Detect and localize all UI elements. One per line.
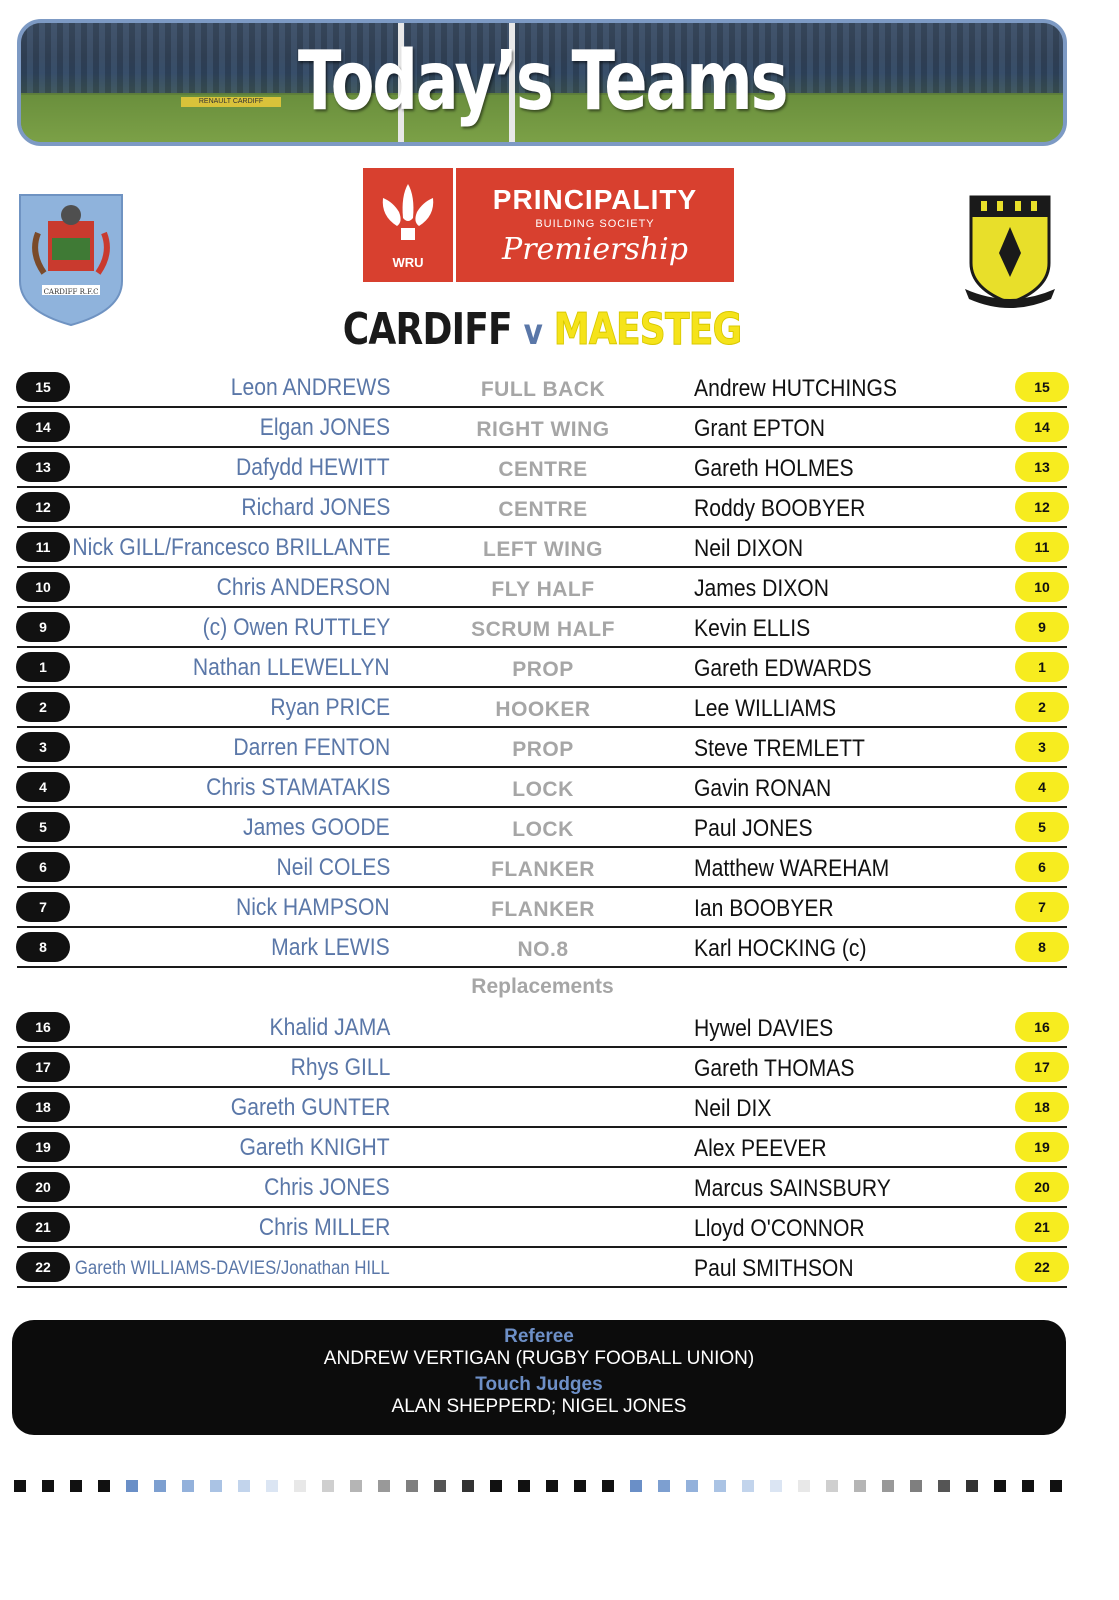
- table-row: [17, 768, 1067, 808]
- away-player: Paul JONES: [694, 815, 813, 842]
- away-player: Ian BOOBYER: [694, 895, 834, 922]
- home-team-name: CARDIFF: [343, 304, 513, 355]
- touch-judges-names: ALAN SHEPPERD; NIGEL JONES: [391, 1396, 687, 1417]
- decorative-square: [462, 1480, 474, 1492]
- position-label: CENTRE: [498, 458, 588, 481]
- home-player: Khalid JAMA: [269, 1014, 390, 1041]
- decorative-square: [350, 1480, 362, 1492]
- table-row: [17, 368, 1067, 408]
- decorative-square: [182, 1480, 194, 1492]
- home-player: (c) Owen RUTTLEY: [202, 614, 390, 641]
- away-number-badge: 1: [1015, 652, 1069, 682]
- away-player: Gareth THOMAS: [694, 1055, 855, 1082]
- home-player: Elgan JONES: [259, 414, 390, 441]
- position-label: HOOKER: [495, 698, 591, 721]
- table-row: [17, 848, 1067, 888]
- table-row: [17, 808, 1067, 848]
- wru-logo: [363, 168, 456, 282]
- decorative-square: [1050, 1480, 1062, 1492]
- table-row: [17, 608, 1067, 648]
- table-row: [17, 1088, 1067, 1128]
- away-number-badge: 3: [1015, 732, 1069, 762]
- decorative-square: [910, 1480, 922, 1492]
- home-number-badge: 5: [16, 812, 70, 842]
- away-player: Andrew HUTCHINGS: [694, 375, 898, 402]
- decorative-square: [406, 1480, 418, 1492]
- table-row: [17, 528, 1067, 568]
- decorative-square: [70, 1480, 82, 1492]
- referee-label: Referee: [504, 1326, 574, 1347]
- away-player: Steve TREMLETT: [694, 735, 865, 762]
- decorative-square: [798, 1480, 810, 1492]
- away-player: Neil DIX: [694, 1095, 772, 1122]
- away-player: Matthew WAREHAM: [694, 855, 890, 882]
- away-number-badge: 6: [1015, 852, 1069, 882]
- away-player: Hywel DAVIES: [694, 1015, 834, 1042]
- decorative-square: [882, 1480, 894, 1492]
- table-row: [17, 408, 1067, 448]
- position-label: NO.8: [517, 938, 569, 961]
- home-player: Neil COLES: [276, 854, 390, 881]
- away-team-name: MAESTEG: [554, 304, 742, 355]
- away-player: Gareth HOLMES: [694, 455, 854, 482]
- home-player: Chris STAMATAKIS: [205, 774, 390, 801]
- home-player: Leon ANDREWS: [230, 374, 390, 401]
- home-number-badge: 11: [16, 532, 70, 562]
- home-player: Ryan PRICE: [270, 694, 390, 721]
- away-player: Neil DIXON: [694, 535, 804, 562]
- home-player: Gareth WILLIAMS-DAVIES/Jonathan HILL: [75, 1258, 390, 1279]
- home-player: Nick GILL/Francesco BRILLANTE: [71, 534, 390, 561]
- decorative-square: [1022, 1480, 1034, 1492]
- home-player: James GOODE: [243, 814, 390, 841]
- position-label: FLY HALF: [491, 578, 595, 601]
- table-row: [17, 728, 1067, 768]
- home-player: Darren FENTON: [233, 734, 390, 761]
- decorative-square: [238, 1480, 250, 1492]
- decorative-square: [630, 1480, 642, 1492]
- position-label: SCRUM HALF: [471, 618, 615, 641]
- decorative-square: [126, 1480, 138, 1492]
- sponsor-line1: PRINCIPALITY: [492, 184, 698, 215]
- decorative-square: [266, 1480, 278, 1492]
- position-label: CENTRE: [498, 498, 588, 521]
- away-number-badge: 14: [1015, 412, 1069, 442]
- home-number-badge: 16: [16, 1012, 70, 1042]
- position-label: LOCK: [512, 818, 574, 841]
- home-number-badge: 4: [16, 772, 70, 802]
- away-player: Gareth EDWARDS: [694, 655, 872, 682]
- home-number-badge: 6: [16, 852, 70, 882]
- away-number-badge: 22: [1015, 1252, 1069, 1282]
- home-player: Rhys GILL: [290, 1054, 390, 1081]
- decorative-square: [42, 1480, 54, 1492]
- away-number-badge: 12: [1015, 492, 1069, 522]
- home-number-badge: 9: [16, 612, 70, 642]
- wru-text: WRU: [392, 255, 424, 270]
- away-player: Lee WILLIAMS: [694, 695, 837, 722]
- decorative-square: [966, 1480, 978, 1492]
- decorative-square: [434, 1480, 446, 1492]
- away-player: Karl HOCKING (c): [694, 935, 867, 962]
- home-number-badge: 19: [16, 1132, 70, 1162]
- position-label: PROP: [512, 738, 574, 761]
- position-label: FLANKER: [491, 858, 595, 881]
- away-player: Lloyd O'CONNOR: [694, 1215, 865, 1242]
- away-player: James DIXON: [694, 575, 829, 602]
- decorative-square: [658, 1480, 670, 1492]
- referee-name: ANDREW VERTIGAN (RUGBY FOOBALL UNION): [323, 1348, 755, 1369]
- home-number-badge: 18: [16, 1092, 70, 1122]
- home-player: Nathan LLEWELLYN: [193, 654, 390, 681]
- position-label: RIGHT WING: [476, 418, 610, 441]
- away-player: Alex PEEVER: [694, 1135, 827, 1162]
- home-number-badge: 13: [16, 452, 70, 482]
- home-player: Nick HAMPSON: [236, 894, 390, 921]
- position-label: FULL BACK: [480, 378, 606, 401]
- header-banner: [17, 19, 1067, 146]
- away-number-badge: 15: [1015, 372, 1069, 402]
- officials-panel: [12, 1320, 1066, 1435]
- decorative-square: [378, 1480, 390, 1492]
- decorative-square: [826, 1480, 838, 1492]
- table-row: [17, 888, 1067, 928]
- decorative-square: [210, 1480, 222, 1492]
- position-label: LOCK: [512, 778, 574, 801]
- table-row: [17, 488, 1067, 528]
- home-number-badge: 1: [16, 652, 70, 682]
- decorative-square: [14, 1480, 26, 1492]
- svg-text:CARDIFF R.F.C: CARDIFF R.F.C: [43, 288, 99, 296]
- home-number-badge: 2: [16, 692, 70, 722]
- decorative-square: [574, 1480, 586, 1492]
- sponsor-line2: BUILDING SOCIETY: [535, 218, 655, 230]
- home-number-badge: 3: [16, 732, 70, 762]
- away-player: Roddy BOOBYER: [694, 495, 866, 522]
- sponsor-line3: Premiership: [502, 232, 688, 267]
- home-player: Chris MILLER: [258, 1214, 390, 1241]
- page-title: Today’s Teams: [297, 34, 787, 129]
- away-number-badge: 11: [1015, 532, 1069, 562]
- table-row: [17, 648, 1067, 688]
- decorative-square: [602, 1480, 614, 1492]
- home-number-badge: 22: [16, 1252, 70, 1282]
- replacements-heading: Replacements: [471, 975, 614, 998]
- match-title: [0, 300, 1085, 363]
- table-row: [17, 1208, 1067, 1248]
- away-number-badge: 7: [1015, 892, 1069, 922]
- versus-text: v: [524, 312, 543, 353]
- away-number-badge: 2: [1015, 692, 1069, 722]
- table-row: [17, 1168, 1067, 1208]
- away-number-badge: 16: [1015, 1012, 1069, 1042]
- decorative-square: [742, 1480, 754, 1492]
- position-label: FLANKER: [491, 898, 595, 921]
- home-player: Richard JONES: [240, 494, 390, 521]
- stadium-sign: RENAULT CARDIFF: [181, 97, 281, 107]
- away-player: Gavin RONAN: [694, 775, 832, 802]
- away-number-badge: 13: [1015, 452, 1069, 482]
- decorative-square: [518, 1480, 530, 1492]
- home-number-badge: 12: [16, 492, 70, 522]
- table-row: [17, 448, 1067, 488]
- home-number-badge: 14: [16, 412, 70, 442]
- home-number-badge: 21: [16, 1212, 70, 1242]
- decorative-square: [714, 1480, 726, 1492]
- home-number-badge: 15: [16, 372, 70, 402]
- away-number-badge: 21: [1015, 1212, 1069, 1242]
- away-player: Kevin ELLIS: [694, 615, 811, 642]
- table-row: [17, 688, 1067, 728]
- decorative-square: [938, 1480, 950, 1492]
- table-row: [17, 1008, 1067, 1048]
- away-player: Marcus SAINSBURY: [694, 1175, 891, 1202]
- home-number-badge: 17: [16, 1052, 70, 1082]
- table-row: [17, 928, 1067, 968]
- home-player: Gareth GUNTER: [230, 1094, 390, 1121]
- away-number-badge: 8: [1015, 932, 1069, 962]
- decorative-square: [98, 1480, 110, 1492]
- away-number-badge: 19: [1015, 1132, 1069, 1162]
- away-number-badge: 4: [1015, 772, 1069, 802]
- away-number-badge: 10: [1015, 572, 1069, 602]
- decorative-square: [686, 1480, 698, 1492]
- decorative-square: [294, 1480, 306, 1492]
- prince-feathers-icon: [373, 176, 443, 246]
- home-player: Chris ANDERSON: [216, 574, 390, 601]
- decorative-square: [546, 1480, 558, 1492]
- away-number-badge: 17: [1015, 1052, 1069, 1082]
- away-number-badge: 20: [1015, 1172, 1069, 1202]
- table-row: [17, 1048, 1067, 1088]
- touch-judges-label: Touch Judges: [475, 1374, 603, 1395]
- away-number-badge: 9: [1015, 612, 1069, 642]
- home-number-badge: 20: [16, 1172, 70, 1202]
- home-number-badge: 8: [16, 932, 70, 962]
- table-row: [17, 1128, 1067, 1168]
- home-number-badge: 10: [16, 572, 70, 602]
- home-player: Dafydd HEWITT: [236, 454, 390, 481]
- home-player: Mark LEWIS: [271, 934, 390, 961]
- decorative-square: [770, 1480, 782, 1492]
- away-player: Grant EPTON: [694, 415, 826, 442]
- decorative-square: [994, 1480, 1006, 1492]
- away-number-badge: 5: [1015, 812, 1069, 842]
- decorative-squares: [14, 1480, 1074, 1493]
- home-number-badge: 7: [16, 892, 70, 922]
- away-number-badge: 18: [1015, 1092, 1069, 1122]
- home-player: Gareth KNIGHT: [239, 1134, 390, 1161]
- position-label: LEFT WING: [483, 538, 603, 561]
- sponsor-logo: [363, 168, 734, 282]
- decorative-square: [854, 1480, 866, 1492]
- home-player: Chris JONES: [264, 1174, 390, 1201]
- table-row: [17, 1248, 1067, 1288]
- position-label: PROP: [512, 658, 574, 681]
- sponsor-text: [456, 168, 734, 282]
- table-row: [17, 568, 1067, 608]
- decorative-square: [154, 1480, 166, 1492]
- away-player: Paul SMITHSON: [694, 1255, 854, 1282]
- decorative-square: [490, 1480, 502, 1492]
- decorative-square: [322, 1480, 334, 1492]
